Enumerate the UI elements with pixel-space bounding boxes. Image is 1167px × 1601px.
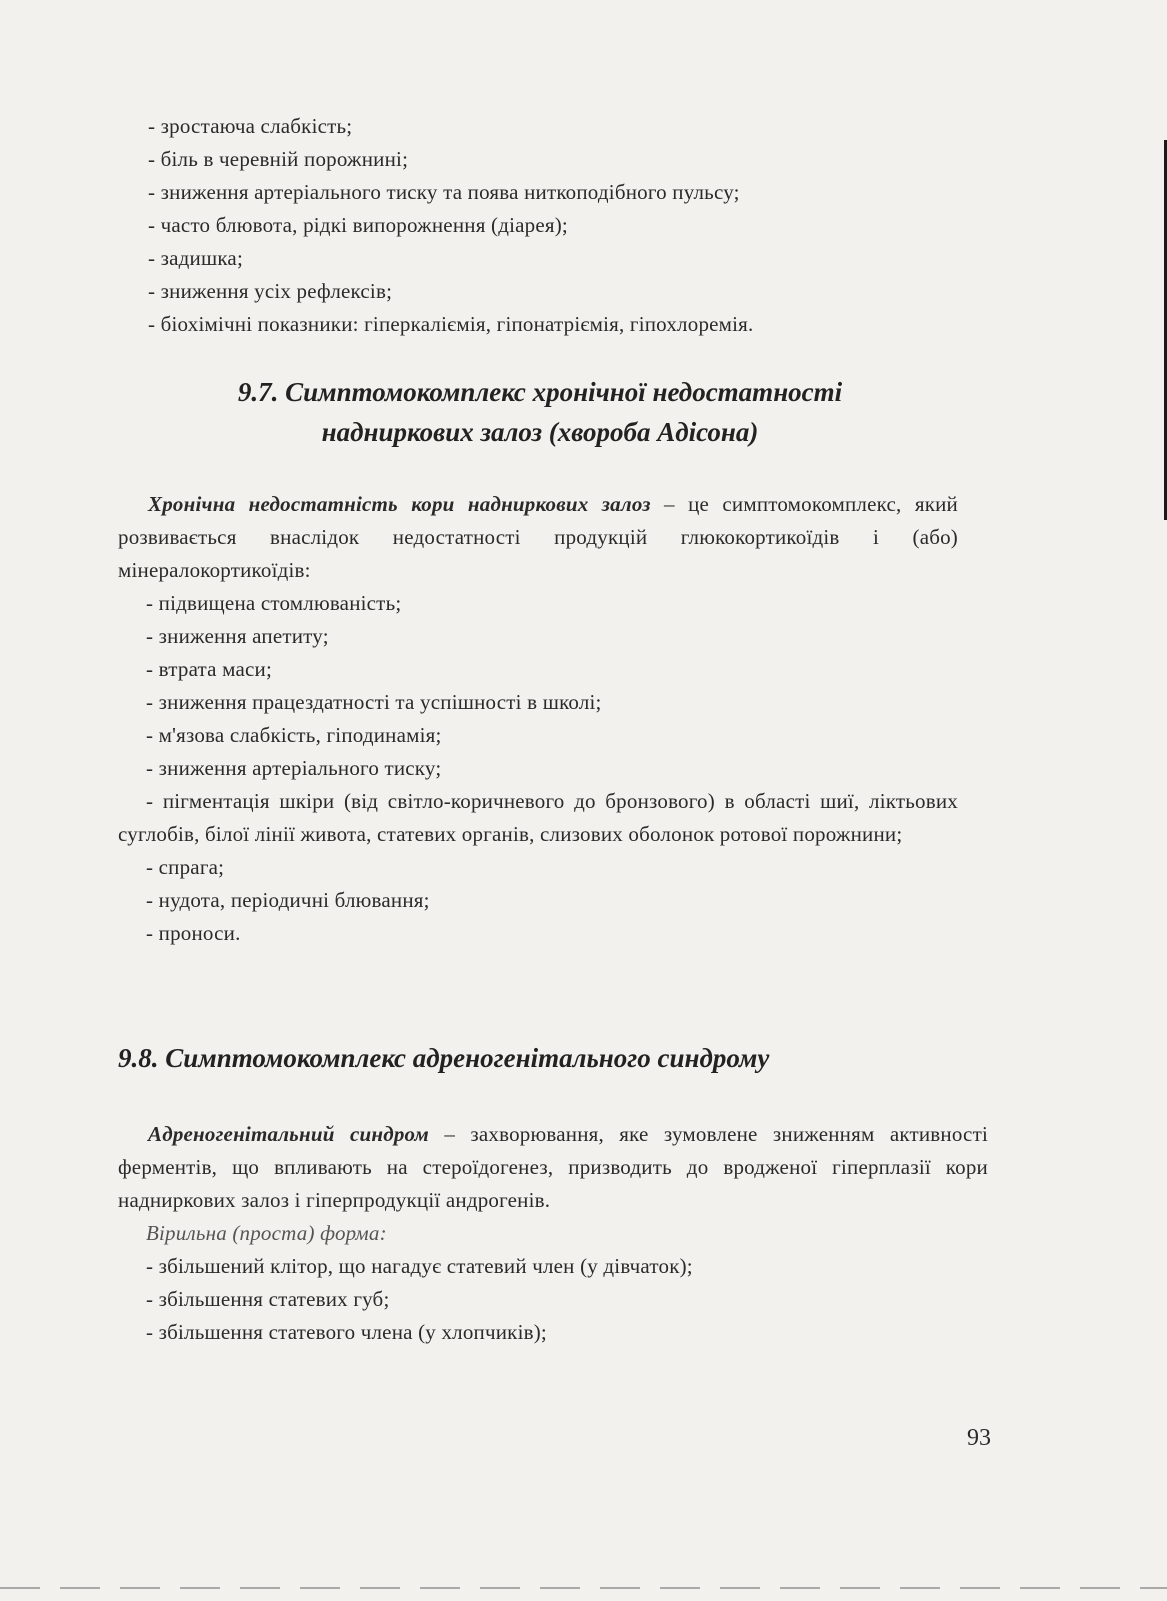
list-item: - біохімічні показники: гіперкаліємія, гіпонатріємія, гіпохлоремія. [148,312,754,336]
list-item: - нудота, періодичні блювання; [146,888,430,912]
list-item: - зниження працездатності та успішності в школі; [146,690,602,714]
definition-text: – захворювання, яке зумовлене зниженням активності ферментів, що впливають на стероїдогенез, призводить до вродженої гіперплазії кори надниркових залоз і гіперпродукції андрогенів. [118,1122,988,1212]
list-item: - задишка; [148,246,243,270]
defined-term: Адреногенітальний синдром [148,1122,430,1146]
list-item: - зниження артеріального тиску; [146,756,442,780]
list-item: - спрага; [146,855,225,879]
definition-paragraph [118,488,958,587]
symptom-list-1 [148,110,754,341]
list-item: - зниження апетиту; [146,624,329,648]
list-item: - зниження артеріального тиску та поява ниткоподібного пульсу; [148,180,740,204]
symptom-list-3 [118,851,958,950]
section-body-9-7 [118,488,958,950]
list-item: - збільшений клітор, що нагадує статевий член (у дівчаток); [146,1254,693,1278]
heading-line-2: надниркових залоз (хвороба Адісона) [321,417,759,447]
list-item: - м'язова слабкість, гіподинамія; [146,723,442,747]
list-item: - проноси. [146,921,241,945]
list-item: - зростаюча слабкість; [148,114,353,138]
definition-text: – це симптомокомплекс, який розвивається внаслідок недостатності продукцій глюкокортикоїдів і (або) мінералокортикоїдів: [118,492,958,582]
list-item: - підвищена стомлюваність; [146,591,402,615]
list-item: - часто блювота, рідкі випорожнення (діарея); [148,213,568,237]
list-item: - біль в черевній порожнині; [148,147,409,171]
form-label: Вірильна (проста) форма: [146,1221,387,1245]
section-heading-9-8: 9.8. Симптомокомплекс адреногенітального синдрому [118,1043,770,1073]
list-item: - втрата маси; [146,657,273,681]
form-list [118,1217,988,1349]
list-item: - збільшення статевих губ; [146,1287,390,1311]
symptom-list-2 [118,587,958,785]
section-body-9-8 [118,1118,988,1349]
list-item: - збільшення статевого члена (у хлопчиків); [146,1320,547,1344]
heading-line-1: 9.7. Симптомокомплекс хронічної недостатності [237,377,843,407]
page-number: 93 [967,1425,991,1451]
defined-term: Хронічна недостатність кори надниркових залоз [148,492,651,516]
scan-bottom-edge [0,1587,1167,1589]
list-item: - зниження усіх рефлексів; [148,279,393,303]
definition-paragraph [118,1118,988,1217]
pigmentation-paragraph: - пігментація шкіри (від світло-коричневого до бронзового) в області шиї, ліктьових суглобів, білої лінії живота, статевих органів, слизових оболонок ротової порожнини; [118,789,958,846]
section-heading-9-7 [120,372,960,452]
